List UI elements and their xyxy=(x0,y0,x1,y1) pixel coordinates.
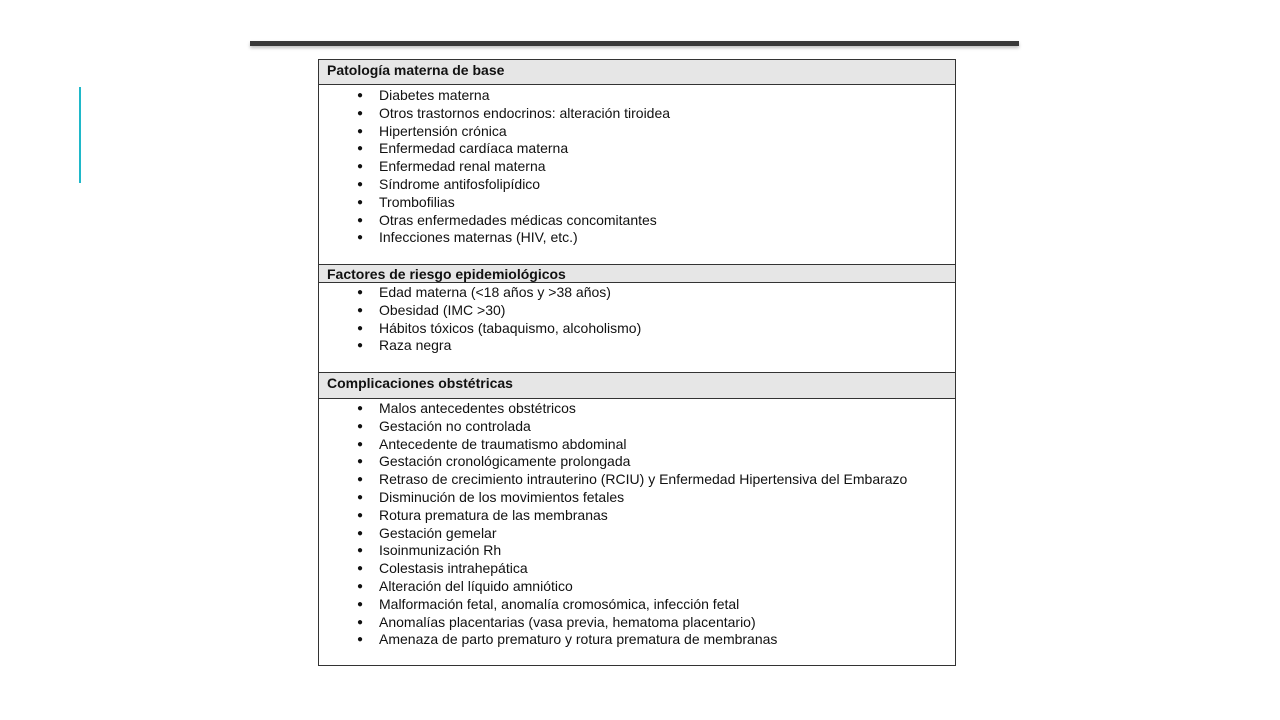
list-item: ● Otras enfermedades médicas concomitantes xyxy=(357,211,657,228)
list-item: ● Trombofilias xyxy=(357,193,455,210)
list-item: ● Isoinmunización Rh xyxy=(357,542,502,559)
bullet-icon: ● xyxy=(357,403,364,414)
bullet-icon: ● xyxy=(357,598,364,610)
bullet-icon: ● xyxy=(357,580,364,592)
list-item: ● Hipertensión crónica xyxy=(357,122,507,139)
list-item: ● Enfermedad cardíaca materna xyxy=(357,140,569,157)
list-item: ● Edad materna (<18 años y >38 años) xyxy=(357,284,611,300)
list-item: ● Obesidad (IMC >30) xyxy=(357,301,506,318)
list-item: ● Gestación no controlada xyxy=(357,417,531,434)
bullet-icon: ● xyxy=(357,107,364,119)
bullet-icon: ● xyxy=(357,491,364,503)
accent-line xyxy=(79,87,81,183)
bullet-icon: ● xyxy=(357,563,364,575)
bullet-icon: ● xyxy=(357,340,364,352)
bullet-icon: ● xyxy=(357,214,364,226)
list-item: ● Malos antecedentes obstétricos xyxy=(357,400,576,416)
section-maternal-pathology xyxy=(319,60,955,265)
bullet-icon: ● xyxy=(357,90,364,101)
list-item: ● Diabetes materna xyxy=(357,87,490,103)
list-item: ● Otros trastornos endocrinos: alteración tiroidea xyxy=(357,104,671,121)
bullet-icon: ● xyxy=(357,178,364,190)
bullet-icon: ● xyxy=(357,125,364,137)
bullet-icon: ● xyxy=(357,322,364,334)
section-title: Factores de riesgo epidemiológicos xyxy=(327,266,566,282)
section-title: Patología materna de base xyxy=(327,62,505,78)
section-header xyxy=(319,373,955,399)
list-item: ● Raza negra xyxy=(357,337,452,354)
section-header xyxy=(319,60,955,85)
section-list xyxy=(319,284,955,355)
bullet-icon: ● xyxy=(357,232,364,244)
bullet-icon: ● xyxy=(357,509,364,521)
list-item: ● Amenaza de parto prematuro y rotura prematura de membranas xyxy=(357,631,778,648)
bullet-icon: ● xyxy=(357,161,364,173)
top-rule xyxy=(250,41,1019,46)
list-item: ● Gestación gemelar xyxy=(357,524,497,541)
list-item: ● Síndrome antifosfolipídico xyxy=(357,175,541,192)
list-item: ● Colestasis intrahepática xyxy=(357,560,528,577)
list-item: ● Hábitos tóxicos (tabaquismo, alcoholismo) xyxy=(357,319,642,336)
list-item: ● Retraso de crecimiento intrauterino (RCIU) y Enfermedad Hipertensiva del Embarazo xyxy=(357,471,908,488)
list-item: ● Rotura prematura de las membranas xyxy=(357,506,608,523)
list-item: ● Infecciones maternas (HIV, etc.) xyxy=(357,229,578,246)
bullet-icon: ● xyxy=(357,143,364,155)
risk-factors-table xyxy=(318,59,956,666)
section-epidemiological-factors xyxy=(319,264,955,373)
list-item: ● Disminución de los movimientos fetales xyxy=(357,488,625,505)
list-item: ● Malformación fetal, anomalía cromosómica, infección fetal xyxy=(357,595,740,612)
list-item: ● Anomalías placentarias (vasa previa, hematoma placentario) xyxy=(357,613,756,630)
list-item: ● Enfermedad renal materna xyxy=(357,158,546,175)
section-list xyxy=(319,87,955,247)
section-obstetric-complications xyxy=(319,372,955,666)
list-item: ● Antecedente de traumatismo abdominal xyxy=(357,435,627,452)
bullet-icon: ● xyxy=(357,420,364,432)
bullet-icon: ● xyxy=(357,545,364,557)
bullet-icon: ● xyxy=(357,474,364,486)
bullet-icon: ● xyxy=(357,287,364,298)
bullet-icon: ● xyxy=(357,438,364,450)
list-item: ● Alteración del líquido amniótico xyxy=(357,577,573,594)
section-header xyxy=(319,265,955,283)
list-item: ● Gestación cronológicamente prolongada xyxy=(357,453,631,470)
bullet-icon: ● xyxy=(357,634,364,646)
bullet-icon: ● xyxy=(357,616,364,628)
section-title: Complicaciones obstétricas xyxy=(327,375,513,391)
bullet-icon: ● xyxy=(357,304,364,316)
bullet-icon: ● xyxy=(357,196,364,208)
bullet-icon: ● xyxy=(357,456,364,468)
section-list xyxy=(319,400,955,649)
bullet-icon: ● xyxy=(357,527,364,539)
